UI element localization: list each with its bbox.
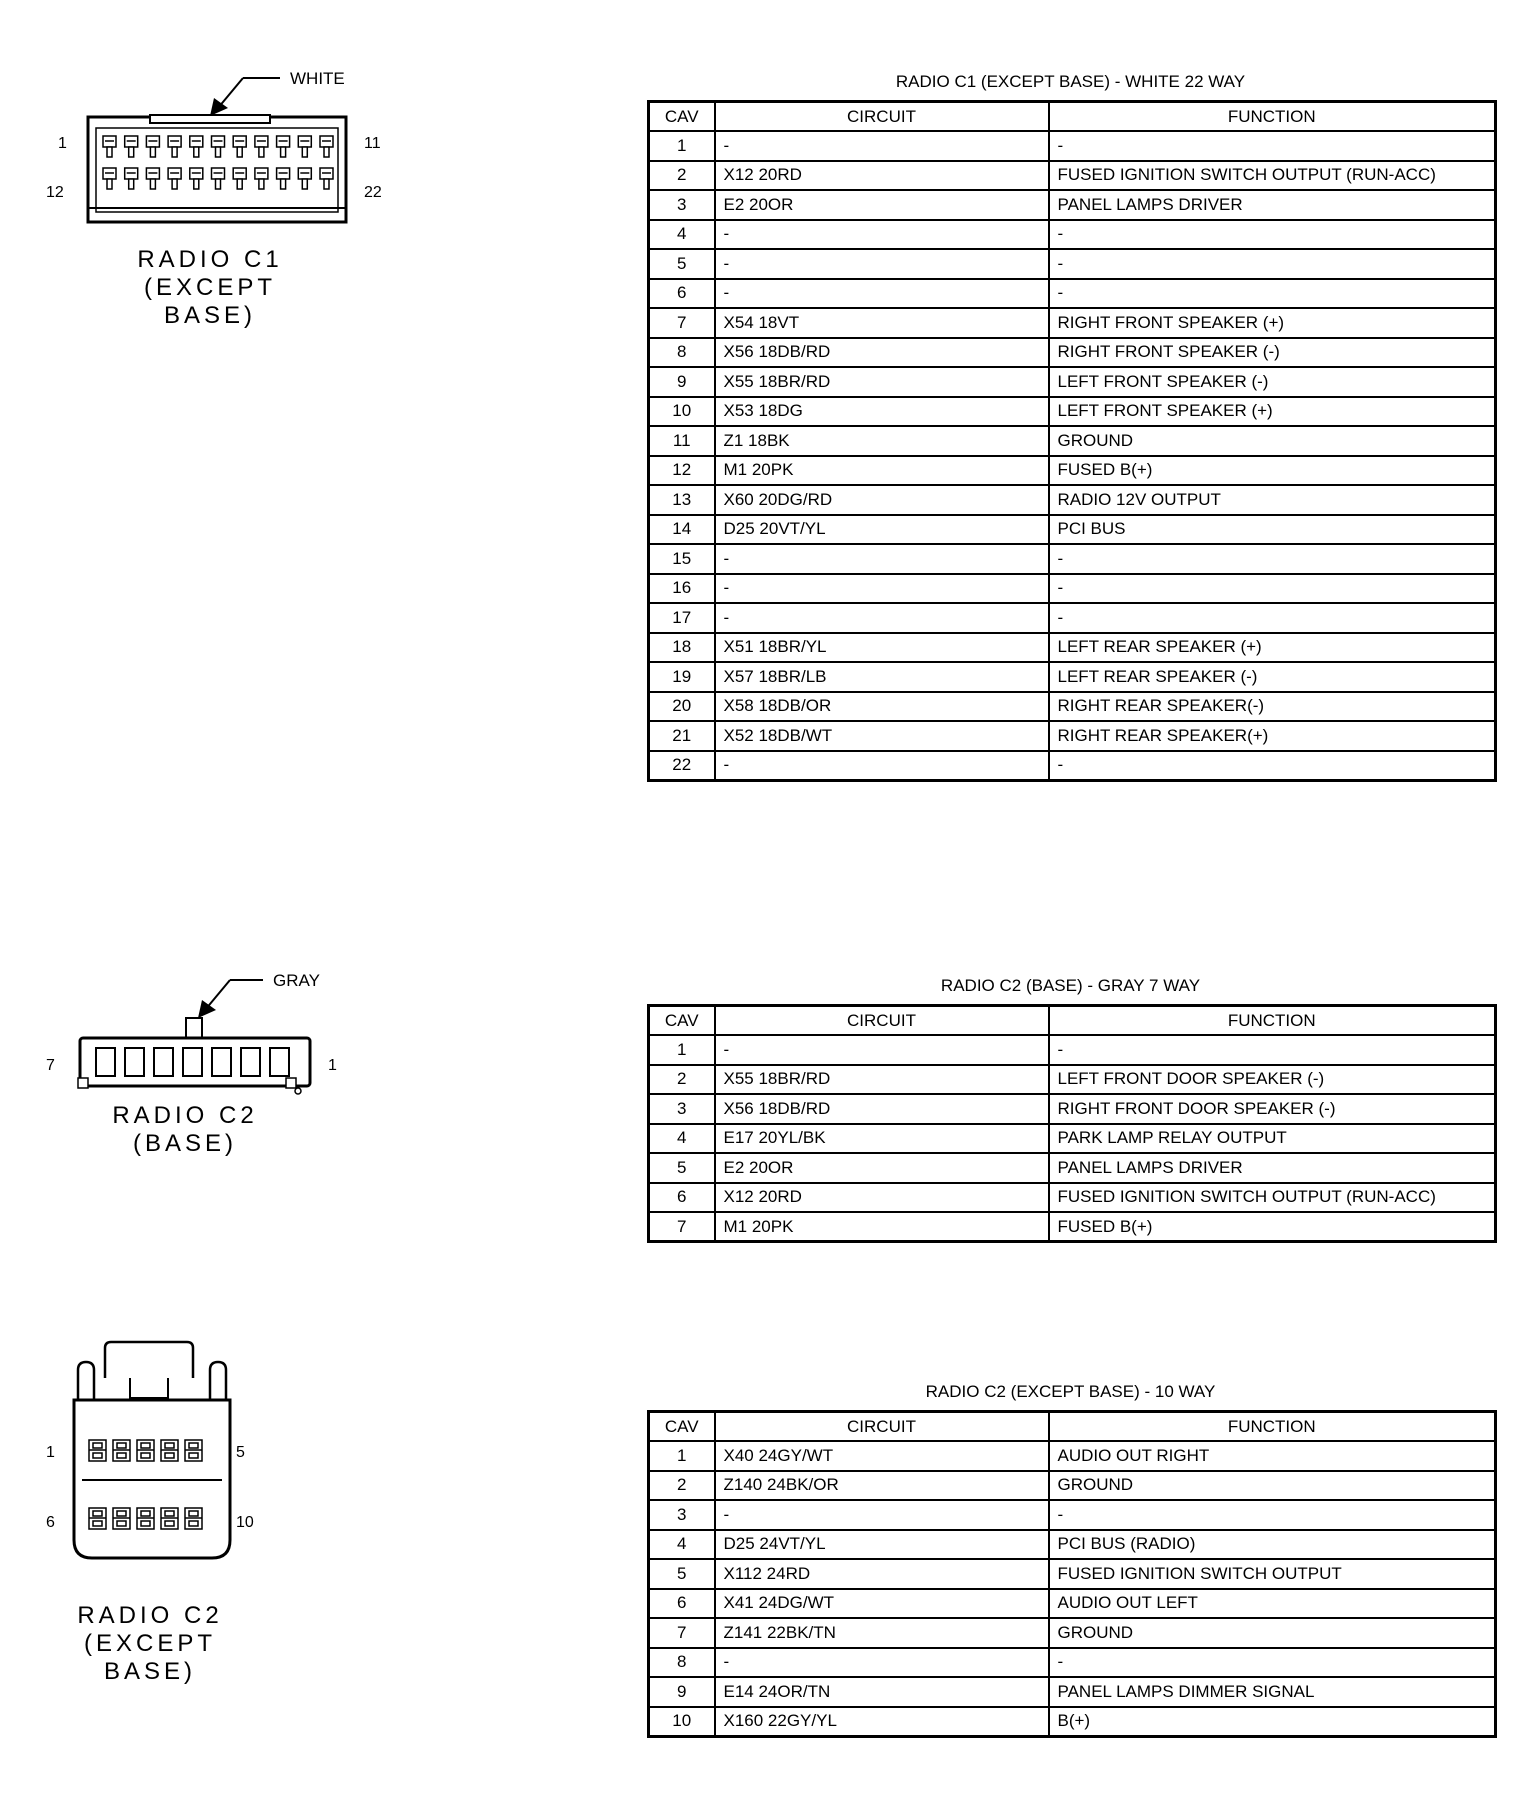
cav-cell: 3 xyxy=(649,190,715,220)
circuit-cell: - xyxy=(715,544,1049,574)
circuit-cell: X52 18DB/WT xyxy=(715,721,1049,751)
cav-cell: 6 xyxy=(649,1589,715,1619)
header-cav: CAV xyxy=(649,1412,715,1442)
table-row xyxy=(649,1212,1496,1242)
function-cell: - xyxy=(1049,220,1496,250)
radio-c2-except-base-connector-drawing xyxy=(0,1340,420,1580)
table-row xyxy=(649,426,1496,456)
table-row xyxy=(649,190,1496,220)
circuit-cell: X160 22GY/YL xyxy=(715,1707,1049,1737)
cav-cell: 7 xyxy=(649,308,715,338)
function-cell: PANEL LAMPS DRIVER xyxy=(1049,190,1496,220)
radio-c2-except-base-pin-1: 1 xyxy=(46,1444,55,1461)
circuit-cell: X55 18BR/RD xyxy=(715,367,1049,397)
table-row xyxy=(649,279,1496,309)
header-function: FUNCTION xyxy=(1049,1006,1496,1036)
function-cell: GROUND xyxy=(1049,1471,1496,1501)
cav-cell: 10 xyxy=(649,1707,715,1737)
radio-c2-except-base-pin-6: 6 xyxy=(46,1514,55,1531)
cav-cell: 7 xyxy=(649,1618,715,1648)
section-radio-c2-base xyxy=(0,960,1536,1280)
circuit-cell: - xyxy=(715,1035,1049,1065)
circuit-cell: Z1 18BK xyxy=(715,426,1049,456)
cav-cell: 17 xyxy=(649,603,715,633)
function-cell: FUSED B(+) xyxy=(1049,1212,1496,1242)
table-row xyxy=(649,308,1496,338)
table-row xyxy=(649,603,1496,633)
table-row xyxy=(649,1589,1496,1619)
radio-c1-connector-drawing xyxy=(0,0,420,240)
function-cell: AUDIO OUT RIGHT xyxy=(1049,1441,1496,1471)
cavity-terminal xyxy=(154,1048,173,1076)
table-row xyxy=(649,1707,1496,1737)
function-cell: FUSED IGNITION SWITCH OUTPUT (RUN-ACC) xyxy=(1049,161,1496,191)
cav-cell: 8 xyxy=(649,338,715,368)
cav-cell: 8 xyxy=(649,1648,715,1678)
function-cell: PANEL LAMPS DRIVER xyxy=(1049,1153,1496,1183)
table-row xyxy=(649,1441,1496,1471)
circuit-cell: M1 20PK xyxy=(715,1212,1049,1242)
table-row xyxy=(649,515,1496,545)
circuit-cell: X53 18DG xyxy=(715,397,1049,427)
table-row xyxy=(649,544,1496,574)
table-row xyxy=(649,220,1496,250)
cavity-terminal xyxy=(212,1048,231,1076)
radio-c2-base-table-caption: RADIO C2 (BASE) - GRAY 7 WAY xyxy=(940,976,1201,995)
circuit-cell: X51 18BR/YL xyxy=(715,633,1049,663)
function-cell: RIGHT REAR SPEAKER(+) xyxy=(1049,721,1496,751)
cav-cell: 11 xyxy=(649,426,715,456)
function-cell: LEFT FRONT SPEAKER (-) xyxy=(1049,367,1496,397)
circuit-cell: Z141 22BK/TN xyxy=(715,1618,1049,1648)
cavity-terminal xyxy=(89,1508,106,1529)
table-row xyxy=(649,1065,1496,1095)
function-cell: FUSED B(+) xyxy=(1049,456,1496,486)
cav-cell: 9 xyxy=(649,1677,715,1707)
circuit-cell: - xyxy=(715,1648,1049,1678)
cav-cell: 5 xyxy=(649,1559,715,1589)
circuit-cell: - xyxy=(715,249,1049,279)
cav-cell: 6 xyxy=(649,1183,715,1213)
header-circuit: CIRCUIT xyxy=(715,1412,1049,1442)
circuit-cell: E14 24OR/TN xyxy=(715,1677,1049,1707)
table-row xyxy=(649,1183,1496,1213)
table-row xyxy=(649,633,1496,663)
function-cell: PCI BUS (RADIO) xyxy=(1049,1530,1496,1560)
function-cell: LEFT REAR SPEAKER (-) xyxy=(1049,662,1496,692)
table-row xyxy=(649,338,1496,368)
radio-c2-except-base-connector-label: RADIO C2 (EXCEPT BASE) xyxy=(77,1602,223,1685)
circuit-cell: M1 20PK xyxy=(715,456,1049,486)
function-cell: - xyxy=(1049,544,1496,574)
circuit-cell: - xyxy=(715,574,1049,604)
function-cell: LEFT REAR SPEAKER (+) xyxy=(1049,633,1496,663)
table-row xyxy=(649,1530,1496,1560)
circuit-cell: X12 20RD xyxy=(715,1183,1049,1213)
table-row xyxy=(649,1471,1496,1501)
circuit-cell: X55 18BR/RD xyxy=(715,1065,1049,1095)
table-row xyxy=(649,751,1496,781)
table-row xyxy=(649,1648,1496,1678)
header-cav: CAV xyxy=(649,1006,715,1036)
function-cell: FUSED IGNITION SWITCH OUTPUT xyxy=(1049,1559,1496,1589)
circuit-cell: X12 20RD xyxy=(715,161,1049,191)
cav-cell: 6 xyxy=(649,279,715,309)
circuit-cell: X56 18DB/RD xyxy=(715,1094,1049,1124)
circuit-cell: - xyxy=(715,603,1049,633)
cavity-terminal xyxy=(270,1048,289,1076)
circuit-cell: - xyxy=(715,751,1049,781)
cavity-terminal xyxy=(161,1440,178,1461)
radio-c1-pinout-table xyxy=(647,100,1497,782)
function-cell: PARK LAMP RELAY OUTPUT xyxy=(1049,1124,1496,1154)
table-row xyxy=(649,1500,1496,1530)
radio-c1-connector-label: RADIO C1 (EXCEPT BASE) xyxy=(137,246,283,329)
cavity-terminal xyxy=(89,1440,106,1461)
radio-c2-base-connector-label: RADIO C2 (BASE) xyxy=(112,1102,258,1157)
radio-c2-base-pin-1: 1 xyxy=(328,1057,337,1074)
radio-c1-color-callout: WHITE xyxy=(290,69,345,88)
function-cell: B(+) xyxy=(1049,1707,1496,1737)
radio-c2-except-base-pin-5: 5 xyxy=(236,1444,245,1461)
circuit-cell: - xyxy=(715,220,1049,250)
radio-c1-pin-12: 12 xyxy=(46,184,64,201)
radio-c1-pin-1: 1 xyxy=(58,135,67,152)
circuit-cell: X56 18DB/RD xyxy=(715,338,1049,368)
cav-cell: 14 xyxy=(649,515,715,545)
cavity-terminal xyxy=(185,1508,202,1529)
header-function: FUNCTION xyxy=(1049,102,1496,132)
function-cell: - xyxy=(1049,131,1496,161)
circuit-cell: X57 18BR/LB xyxy=(715,662,1049,692)
circuit-cell: E17 20YL/BK xyxy=(715,1124,1049,1154)
cavity-terminal xyxy=(125,1048,144,1076)
cav-cell: 5 xyxy=(649,1153,715,1183)
function-cell: GROUND xyxy=(1049,1618,1496,1648)
cavity-terminal xyxy=(161,1508,178,1529)
radio-c2-except-base-pinout-table xyxy=(647,1410,1497,1738)
header-function: FUNCTION xyxy=(1049,1412,1496,1442)
cav-cell: 1 xyxy=(649,131,715,161)
table-row xyxy=(649,574,1496,604)
circuit-cell: X54 18VT xyxy=(715,308,1049,338)
cav-cell: 13 xyxy=(649,485,715,515)
table-row xyxy=(649,692,1496,722)
cavity-terminal xyxy=(185,1440,202,1461)
function-cell: RIGHT REAR SPEAKER(-) xyxy=(1049,692,1496,722)
function-cell: FUSED IGNITION SWITCH OUTPUT (RUN-ACC) xyxy=(1049,1183,1496,1213)
circuit-cell: D25 20VT/YL xyxy=(715,515,1049,545)
circuit-cell: - xyxy=(715,279,1049,309)
circuit-cell: D25 24VT/YL xyxy=(715,1530,1049,1560)
circuit-cell: X112 24RD xyxy=(715,1559,1049,1589)
cav-cell: 4 xyxy=(649,220,715,250)
function-cell: RIGHT FRONT SPEAKER (+) xyxy=(1049,308,1496,338)
table-row xyxy=(649,1618,1496,1648)
function-cell: AUDIO OUT LEFT xyxy=(1049,1589,1496,1619)
circuit-cell: Z140 24BK/OR xyxy=(715,1471,1049,1501)
cav-cell: 1 xyxy=(649,1035,715,1065)
cavity-terminal xyxy=(137,1508,154,1529)
cav-cell: 18 xyxy=(649,633,715,663)
table-row xyxy=(649,249,1496,279)
table-row xyxy=(649,161,1496,191)
cavity-terminal xyxy=(241,1048,260,1076)
table-row xyxy=(649,721,1496,751)
radio-c1-table-caption: RADIO C1 (EXCEPT BASE) - WHITE 22 WAY xyxy=(895,72,1246,91)
cav-cell: 4 xyxy=(649,1124,715,1154)
table-row xyxy=(649,367,1496,397)
table-row xyxy=(649,662,1496,692)
header-cav: CAV xyxy=(649,102,715,132)
function-cell: LEFT FRONT SPEAKER (+) xyxy=(1049,397,1496,427)
radio-c2-except-base-table-caption: RADIO C2 (EXCEPT BASE) - 10 WAY xyxy=(925,1382,1216,1401)
table-row xyxy=(649,131,1496,161)
function-cell: LEFT FRONT DOOR SPEAKER (-) xyxy=(1049,1065,1496,1095)
cav-cell: 12 xyxy=(649,456,715,486)
table-row xyxy=(649,1559,1496,1589)
function-cell: - xyxy=(1049,1035,1496,1065)
cav-cell: 2 xyxy=(649,1065,715,1095)
function-cell: RIGHT FRONT SPEAKER (-) xyxy=(1049,338,1496,368)
radio-c2-base-pin-7: 7 xyxy=(46,1057,55,1074)
circuit-cell: E2 20OR xyxy=(715,190,1049,220)
cav-cell: 10 xyxy=(649,397,715,427)
radio-c2-base-pinout-table xyxy=(647,1004,1497,1243)
function-cell: - xyxy=(1049,249,1496,279)
circuit-cell: - xyxy=(715,1500,1049,1530)
function-cell: - xyxy=(1049,574,1496,604)
table-row xyxy=(649,485,1496,515)
cav-cell: 2 xyxy=(649,1471,715,1501)
cav-cell: 1 xyxy=(649,1441,715,1471)
function-cell: PCI BUS xyxy=(1049,515,1496,545)
table-row xyxy=(649,1124,1496,1154)
table-row xyxy=(649,1094,1496,1124)
cav-cell: 22 xyxy=(649,751,715,781)
cav-cell: 4 xyxy=(649,1530,715,1560)
cavity-terminal xyxy=(183,1048,202,1076)
table-row xyxy=(649,456,1496,486)
function-cell: - xyxy=(1049,751,1496,781)
circuit-cell: X41 24DG/WT xyxy=(715,1589,1049,1619)
header-circuit: CIRCUIT xyxy=(715,1006,1049,1036)
radio-c1-pin-11: 11 xyxy=(364,135,381,152)
circuit-cell: X58 18DB/OR xyxy=(715,692,1049,722)
circuit-cell: E2 20OR xyxy=(715,1153,1049,1183)
cav-cell: 21 xyxy=(649,721,715,751)
section-radio-c2-except-base xyxy=(0,1340,1536,1810)
cavity-terminal xyxy=(113,1508,130,1529)
cav-cell: 2 xyxy=(649,161,715,191)
function-cell: RIGHT FRONT DOOR SPEAKER (-) xyxy=(1049,1094,1496,1124)
radio-c2-except-base-pin-10: 10 xyxy=(236,1514,254,1531)
cav-cell: 5 xyxy=(649,249,715,279)
table-row xyxy=(649,1677,1496,1707)
cav-cell: 19 xyxy=(649,662,715,692)
function-cell: - xyxy=(1049,603,1496,633)
function-cell: GROUND xyxy=(1049,426,1496,456)
radio-c2-base-color-callout: GRAY xyxy=(273,971,320,990)
circuit-cell: X40 24GY/WT xyxy=(715,1441,1049,1471)
table-row xyxy=(649,1035,1496,1065)
section-radio-c1 xyxy=(0,0,1536,880)
radio-c1-pin-22: 22 xyxy=(364,184,382,201)
cav-cell: 16 xyxy=(649,574,715,604)
cav-cell: 3 xyxy=(649,1094,715,1124)
function-cell: - xyxy=(1049,1500,1496,1530)
circuit-cell: X60 20DG/RD xyxy=(715,485,1049,515)
cav-cell: 15 xyxy=(649,544,715,574)
cav-cell: 9 xyxy=(649,367,715,397)
table-row xyxy=(649,1153,1496,1183)
cav-cell: 7 xyxy=(649,1212,715,1242)
function-cell: - xyxy=(1049,1648,1496,1678)
table-row xyxy=(649,397,1496,427)
function-cell: RADIO 12V OUTPUT xyxy=(1049,485,1496,515)
cavity-terminal xyxy=(113,1440,130,1461)
cav-cell: 20 xyxy=(649,692,715,722)
circuit-cell: - xyxy=(715,131,1049,161)
cav-cell: 3 xyxy=(649,1500,715,1530)
cavity-terminal xyxy=(137,1440,154,1461)
function-cell: - xyxy=(1049,279,1496,309)
function-cell: PANEL LAMPS DIMMER SIGNAL xyxy=(1049,1677,1496,1707)
cavity-terminal xyxy=(96,1048,115,1076)
header-circuit: CIRCUIT xyxy=(715,102,1049,132)
